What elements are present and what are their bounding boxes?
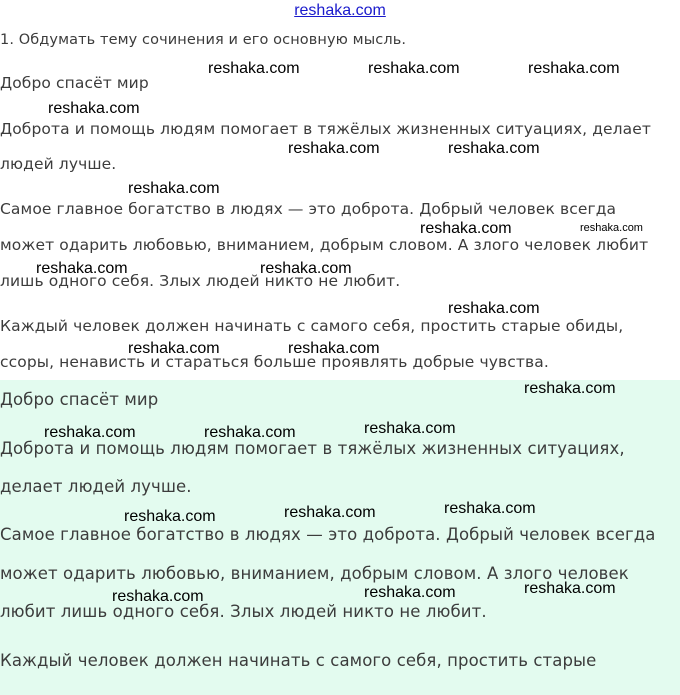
watermark: reshaka.com [284,504,376,521]
green-line: делает людей лучше. [0,477,192,496]
essay-line: Доброта и помощь людям помогает в тяжёлых жизненных ситуациях, делает [0,120,652,138]
green-title: Добро спасёт мир [0,390,159,409]
green-line: Самое главное богатство в людях — это доброта. Добрый человек всегда [0,525,656,544]
green-line: может одарить любовью, вниманием, добрым словом. А злого человек [0,564,629,583]
essay-line: может одарить любовью, вниманием, добрым словом. А злого человек любит [0,236,649,254]
watermark: reshaka.com [128,340,220,357]
watermark: reshaka.com [364,584,456,601]
watermark: reshaka.com [420,220,512,237]
essay-line: Самое главное богатство в людях — это доброта. Добрый человек всегда [0,200,617,218]
watermark: reshaka.com [368,60,460,77]
watermark: reshaka.com [44,424,136,441]
watermark: reshaka.com [528,60,620,77]
site-link[interactable]: reshaka.com [294,2,386,19]
essay-line: людей лучше. [0,155,117,173]
watermark: reshaka.com [364,420,456,437]
green-line: Каждый человек должен начинать с самого себя, простить старые [0,651,597,670]
watermark: reshaka.com [444,500,536,517]
watermark: reshaka.com [112,588,204,605]
essay-line: Каждый человек должен начинать с самого себя, простить старые обиды, [0,317,624,335]
watermark: reshaka.com [204,424,296,441]
watermark: reshaka.com [288,140,380,157]
watermark: reshaka.com [448,300,540,317]
instruction-text: 1. Обдумать тему сочинения и его основную мысль. [0,32,407,48]
essay-line: ссоры, ненависть и стараться больше проявлять добрые чувства. [0,353,549,371]
watermark: reshaka.com [208,60,300,77]
watermark: reshaka.com [260,260,352,277]
watermark: reshaka.com [524,380,616,397]
watermark: reshaka.com [448,140,540,157]
watermark: reshaka.com [524,580,616,597]
watermark: reshaka.com [288,340,380,357]
essay-title: Добро спасёт мир [0,74,149,92]
watermark: reshaka.com [124,508,216,525]
essay-line: лишь одного себя. Злых людей никто не любит. [0,272,401,290]
watermark: reshaka.com [580,222,643,234]
green-line: любит лишь одного себя. Злых людей никто не любит. [0,602,487,621]
green-line: Доброта и помощь людям помогает в тяжёлых жизненных ситуациях, [0,439,625,458]
watermark: reshaka.com [48,100,140,117]
watermark: reshaka.com [36,260,128,277]
watermark: reshaka.com [128,180,220,197]
